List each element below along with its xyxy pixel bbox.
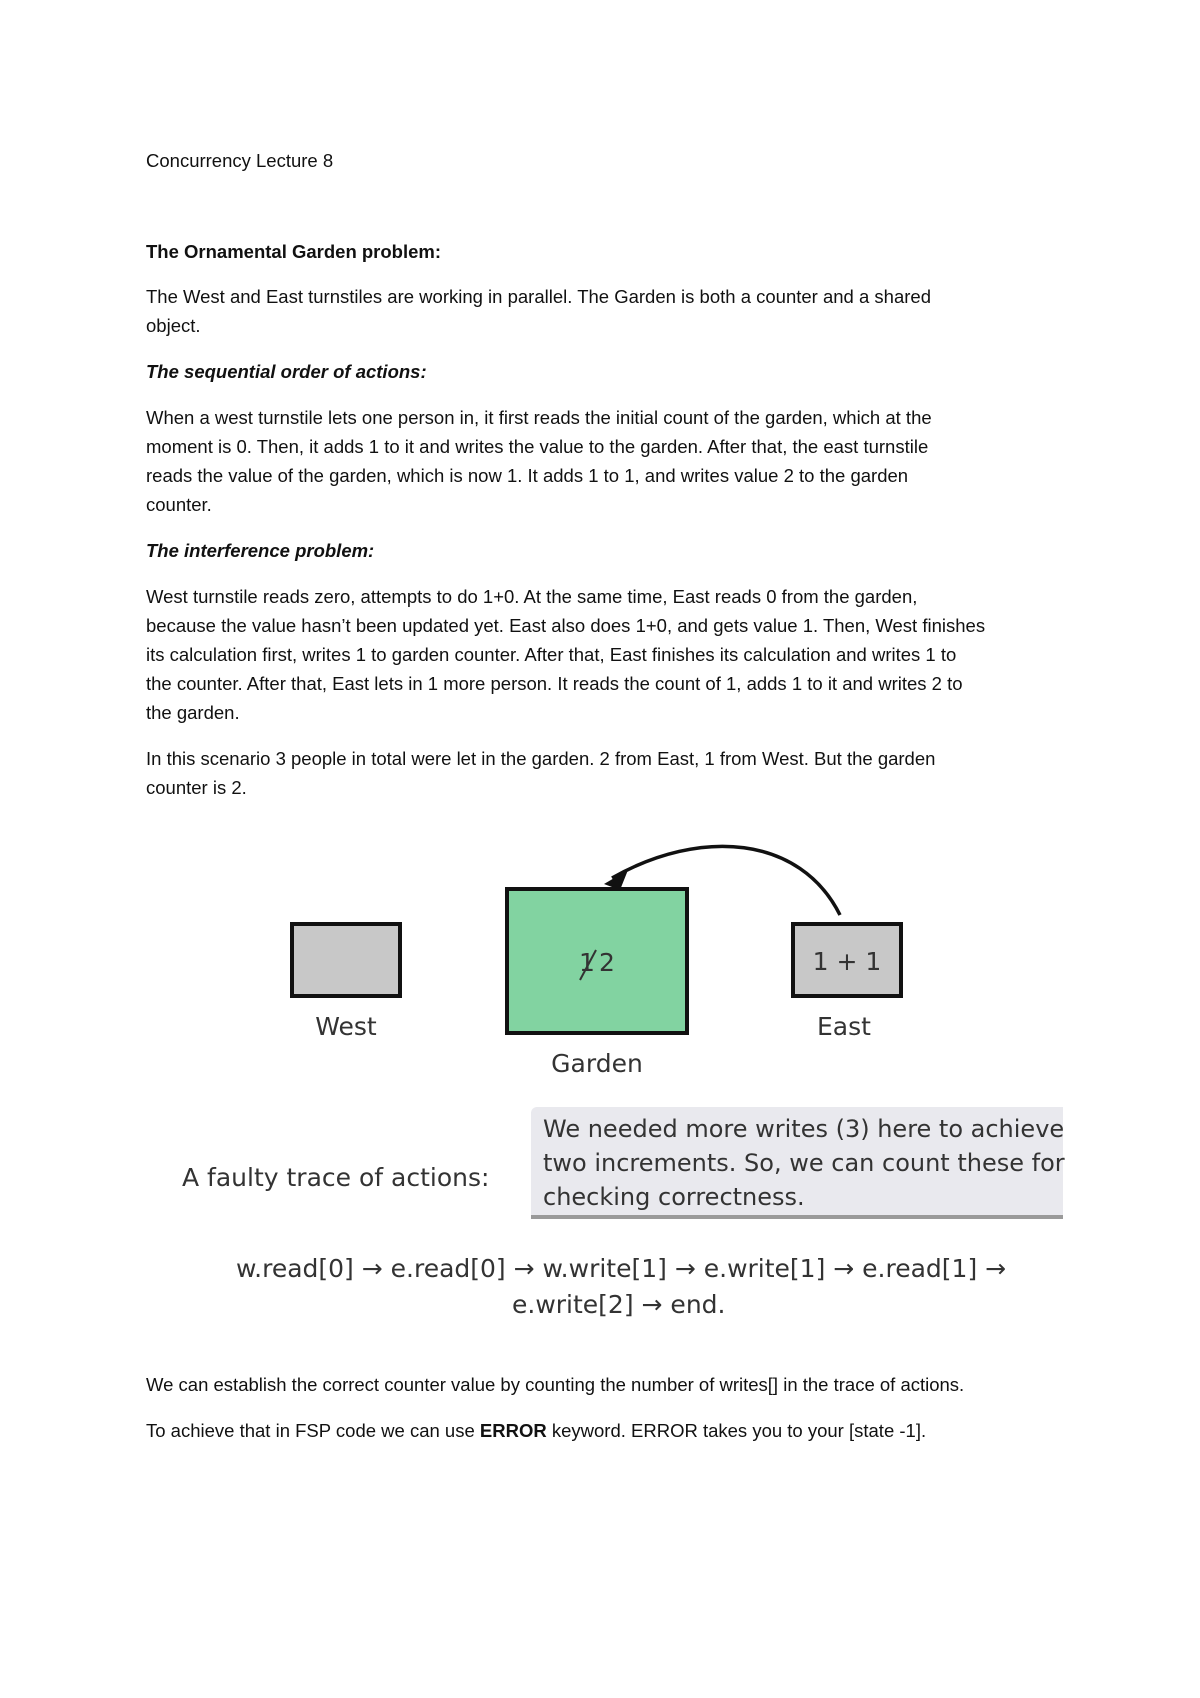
east-label: East <box>817 1012 871 1041</box>
intro-line-2: object. <box>146 315 201 336</box>
interference-line: the garden. <box>146 702 240 723</box>
intro-line-1: The West and East turnstiles are working in parallel. The Garden is both a counter and a shared <box>146 286 931 307</box>
interference-heading: The interference problem: <box>146 540 375 561</box>
garden-new-value: 2 <box>599 948 615 977</box>
sequential-line: moment is 0. Then, it adds 1 to it and writes the value to the garden. After that, the east turnstile <box>146 436 929 457</box>
east-box-text: 1 + 1 <box>812 947 882 976</box>
sequential-line: reads the value of the garden, which is now 1. It adds 1 to 1, and writes value 2 to the garden <box>146 465 909 486</box>
interference-line: its calculation first, writes 1 to garden counter. After that, East finishes its calculation and writes 1 to <box>146 644 957 665</box>
faulty-trace-label: A faulty trace of actions: <box>182 1163 490 1192</box>
note-line: We needed more writes (3) here to achieve <box>543 1115 1065 1143</box>
closing-line-2 <box>146 1416 1076 1445</box>
interference-line: West turnstile reads zero, attempts to do 1+0. At the same time, East reads 0 from the garden, <box>146 586 918 607</box>
scenario-line: counter is 2. <box>146 777 247 798</box>
closing-prefix: To achieve that in FSP code we can use <box>146 1420 480 1441</box>
sequential-heading: The sequential order of actions: <box>146 361 427 382</box>
sequential-line: counter. <box>146 494 212 515</box>
section-heading: The Ornamental Garden problem: <box>146 241 442 262</box>
interference-line: because the value hasn’t been updated yet. East also does 1+0, and gets value 1. Then, West finishes <box>146 615 986 636</box>
error-keyword: ERROR <box>479 1420 547 1441</box>
garden-counter-box <box>507 889 687 1033</box>
west-label: West <box>315 1012 377 1041</box>
garden-label: Garden <box>551 1049 643 1078</box>
closing-suffix: keyword. ERROR takes you to your [state -1]. <box>546 1420 927 1441</box>
sequential-line: When a west turnstile lets one person in, it first reads the initial count of the garden, which at the <box>146 407 932 428</box>
closing-line-1: We can establish the correct counter value by counting the number of writes[] in the trace of actions. <box>146 1374 965 1395</box>
note-line: two increments. So, we can count these for <box>543 1149 1065 1177</box>
trace-line-2: e.write[2] → end. <box>512 1290 726 1319</box>
note-box <box>531 1107 1063 1219</box>
trace-line-1: w.read[0] → e.read[0] → w.write[1] → e.write[1] → e.read[1] → <box>236 1254 1007 1283</box>
note-line: checking correctness. <box>543 1183 805 1211</box>
garden-old-value: 1 <box>579 948 595 977</box>
west-turnstile-box <box>292 924 400 996</box>
document-title: Concurrency Lecture 8 <box>146 150 334 171</box>
interference-line: the counter. After that, East lets in 1 more person. It reads the count of 1, adds 1 to it and writes 2 to <box>146 673 963 694</box>
scenario-line: In this scenario 3 people in total were let in the garden. 2 from East, 1 from West. But the garden <box>146 748 936 769</box>
